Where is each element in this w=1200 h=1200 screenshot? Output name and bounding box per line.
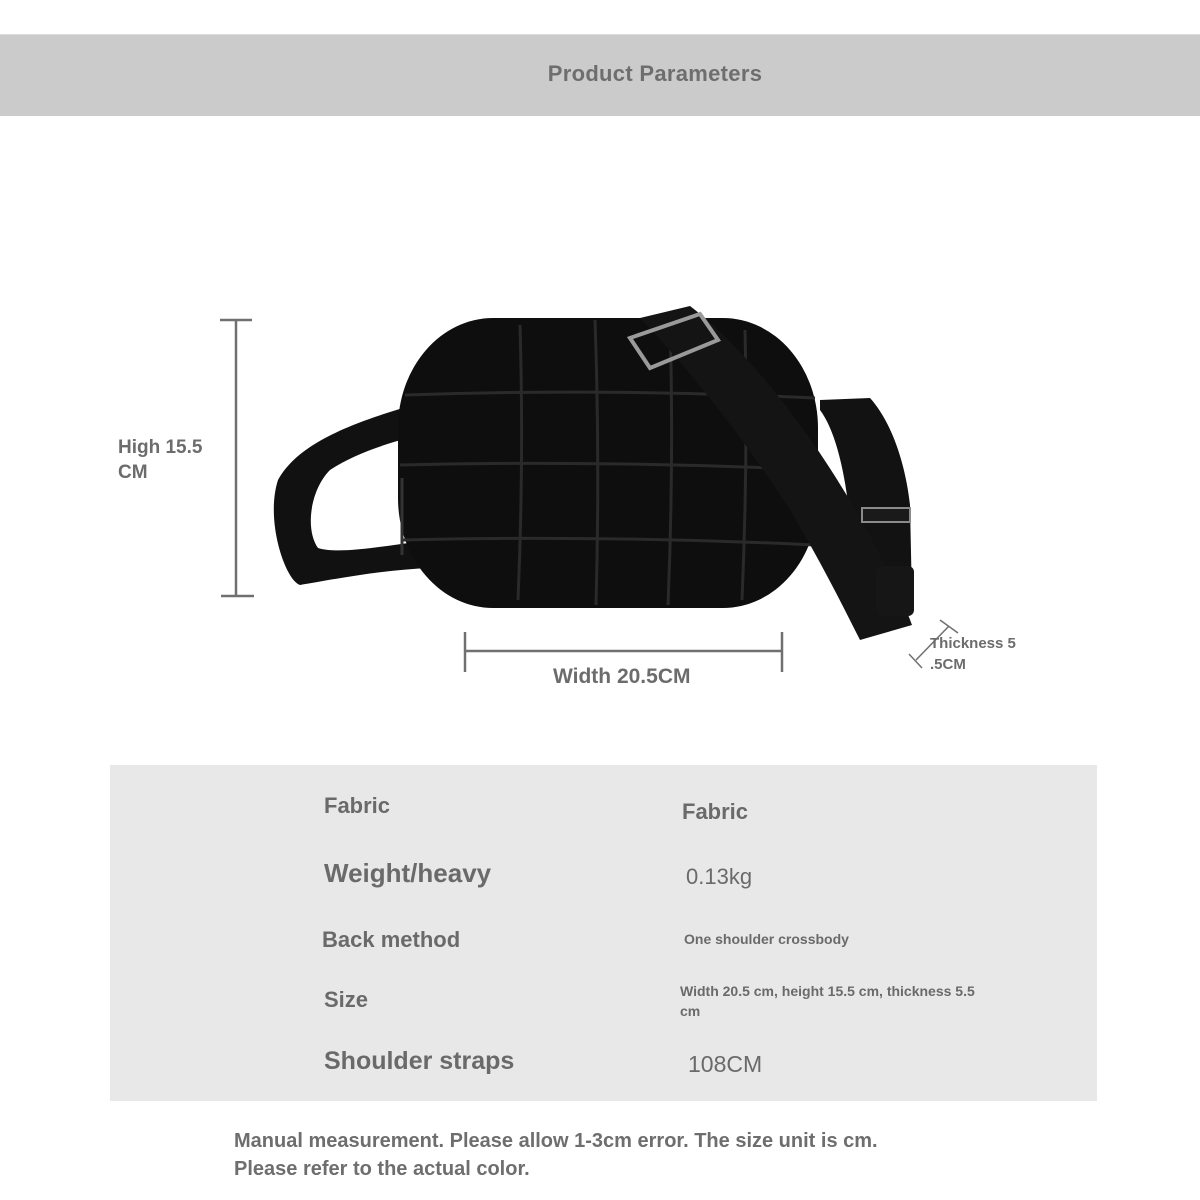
width-dimension-label: Width 20.5CM — [553, 665, 691, 688]
size-value-line2: cm — [680, 1003, 701, 1019]
height-label-line1: High 15.5 — [118, 437, 203, 458]
spec-label: Size — [324, 987, 369, 1012]
thickness-label-line2: .5CM — [930, 656, 966, 673]
spec-label: Shoulder straps — [324, 1047, 515, 1075]
measurement-footnote — [234, 1127, 878, 1183]
size-value-line1: Width 20.5 cm, height 15.5 cm, thickness 5.5 — [680, 983, 975, 999]
spec-label: Back method — [322, 927, 461, 952]
spec-value: 0.13kg — [686, 864, 753, 889]
thickness-label-line1: Thickness 5 — [930, 635, 1016, 652]
footnote-line2: Please refer to the actual color. — [234, 1158, 530, 1180]
footnote-line1: Manual measurement. Please allow 1-3cm error. The size unit is cm. — [234, 1130, 878, 1152]
spec-table — [110, 765, 1097, 1101]
spec-value: Fabric — [682, 799, 749, 824]
spec-value: 108CM — [688, 1051, 763, 1077]
height-dimension-label — [118, 435, 228, 485]
thickness-dimension-label — [930, 633, 1040, 675]
height-label-line2: CM — [118, 462, 148, 483]
product-figure — [0, 115, 1200, 755]
header-banner — [0, 34, 1200, 116]
page-title: Product Parameters — [547, 61, 763, 86]
spec-label: Weight/heavy — [324, 858, 492, 888]
spec-label: Fabric — [324, 793, 391, 818]
spec-value — [680, 981, 975, 1021]
spec-value: One shoulder crossbody — [684, 931, 849, 947]
